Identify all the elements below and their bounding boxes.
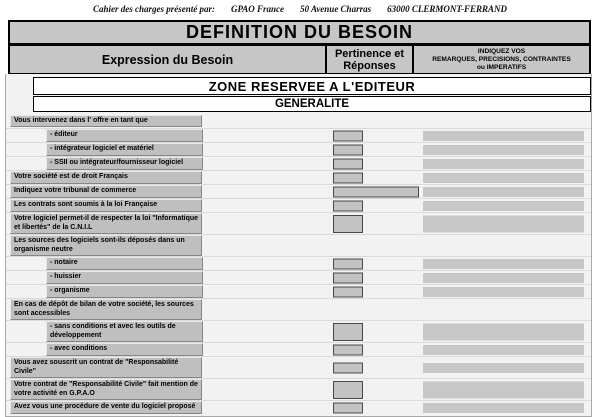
section-editor-zone: ZONE RESERVEE A L'EDITEUR [33, 77, 591, 95]
document-byline [0, 4, 600, 14]
form-row [6, 234, 591, 256]
pertinence-input[interactable] [333, 215, 363, 233]
byline-city: 63000 CLERMONT-FERRAND [387, 4, 508, 14]
byline-company: GPAO France [230, 4, 285, 14]
form-row [6, 142, 591, 156]
remarks-input[interactable] [423, 381, 584, 398]
form-row [6, 298, 591, 320]
form-row [6, 156, 591, 170]
form-row [6, 320, 591, 342]
pertinence-input[interactable] [333, 158, 363, 169]
form-body [5, 74, 592, 417]
row-label: - organisme [46, 285, 203, 298]
pertinence-input[interactable] [333, 186, 419, 197]
form-row [6, 184, 591, 198]
form-title: DEFINITION DU BESOIN [8, 20, 591, 45]
remarks-input[interactable] [423, 403, 584, 413]
row-label: Vous avez souscrit un contrat de "Responsabilité Civile" [10, 357, 202, 378]
form-rows [6, 114, 591, 414]
row-label: - éditeur [46, 129, 203, 142]
byline-label: Cahier des charges présenté par: [92, 4, 215, 14]
form-row [6, 342, 591, 356]
remarks-input[interactable] [423, 273, 584, 283]
form-row [6, 212, 591, 234]
form-row [6, 170, 591, 184]
remarks-input[interactable] [423, 145, 584, 155]
pertinence-input[interactable] [333, 286, 363, 297]
row-label: Avez vous une procédure de vente du logiciel proposé [10, 401, 202, 414]
form-row [6, 284, 591, 298]
row-label: Votre contrat de "Responsabilité Civile" fait mention de votre activité en G.P.A.O [10, 379, 202, 400]
remarks-header-line: ou IMPERATIFS [476, 63, 527, 71]
row-label: Votre logiciel permet-il de respecter la loi "Informatique et libertés" de la C.N.I.L [10, 213, 202, 234]
form-row [6, 378, 591, 400]
row-label: - sans conditions et avec les outils de développement [46, 321, 203, 342]
row-label: Votre société est de droit Français [10, 171, 202, 184]
pertinence-input[interactable] [333, 130, 363, 141]
row-label: Les contrats sont soumis à la loi Française [10, 199, 202, 212]
remarks-header-line: INDIQUEZ VOS [477, 47, 526, 55]
pertinence-input[interactable] [333, 402, 363, 413]
pertinence-input[interactable] [333, 362, 363, 373]
remarks-input[interactable] [423, 159, 584, 169]
row-label: - SSII ou intégrateur/fournisseur logiciel [46, 157, 203, 170]
pertinence-input[interactable] [333, 381, 363, 399]
row-label: - notaire [46, 257, 203, 270]
pertinence-input[interactable] [333, 172, 363, 183]
row-label: Vous intervenez dans l' offre en tant que [10, 115, 202, 128]
row-label: - avec conditions [46, 343, 203, 356]
section-generalite: GENERALITE [33, 96, 591, 112]
form-row [6, 198, 591, 212]
byline-address: 50 Avenue Charras [300, 4, 372, 14]
pertinence-input[interactable] [333, 344, 363, 355]
form-row [6, 256, 591, 270]
pertinence-input[interactable] [333, 323, 363, 341]
remarks-input[interactable] [423, 215, 584, 232]
remarks-input[interactable] [423, 187, 584, 197]
remarks-input[interactable] [423, 201, 584, 211]
row-label: Indiquez votre tribunal de commerce [10, 185, 202, 198]
remarks-input[interactable] [423, 345, 584, 355]
column-header-pertinence: Pertinence et Réponses [325, 46, 414, 73]
pertinence-input[interactable] [333, 258, 363, 269]
row-label: - intégrateur logiciel et matériel [46, 143, 203, 156]
remarks-input[interactable] [423, 287, 584, 297]
remarks-input[interactable] [423, 323, 584, 340]
pertinence-input[interactable] [333, 272, 363, 283]
row-label: Les sources des logiciels sont-ils déposés dans un organisme neutre [10, 235, 202, 256]
remarks-input[interactable] [423, 363, 584, 373]
form-row [6, 356, 591, 378]
pertinence-input[interactable] [333, 144, 363, 155]
form-row [6, 270, 591, 284]
column-header-remarks [414, 46, 589, 73]
form-row [6, 128, 591, 142]
column-header-row [8, 44, 591, 75]
remarks-input[interactable] [423, 173, 584, 183]
row-label: En cas de dépôt de bilan de votre société, les sources sont accessibles [10, 299, 202, 320]
row-label: - huissier [46, 271, 203, 284]
column-header-expression: Expression du Besoin [101, 52, 234, 67]
form-row [6, 114, 591, 128]
form-sheet [5, 20, 592, 417]
pertinence-input[interactable] [333, 200, 363, 211]
remarks-input[interactable] [423, 131, 584, 141]
remarks-header-line: REMARQUES, PRECISIONS, CONTRAINTES [432, 55, 571, 63]
remarks-input[interactable] [423, 259, 584, 269]
